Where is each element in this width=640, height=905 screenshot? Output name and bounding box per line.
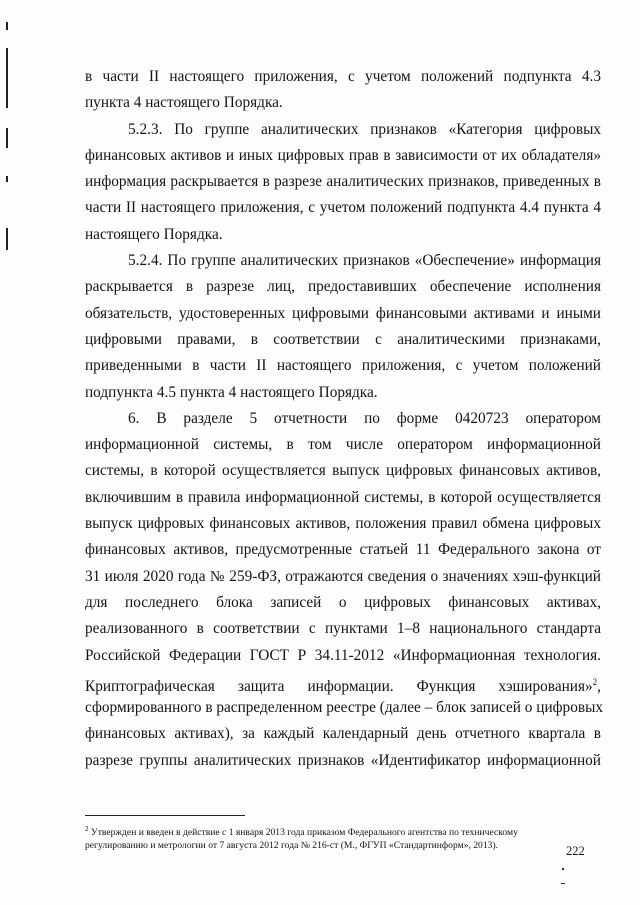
- scan-margin-mark: [6, 22, 8, 30]
- text-line: информация раскрывается в разрезе аналитических признаков, приведенных в: [85, 173, 601, 191]
- scan-margin-mark: [6, 228, 8, 250]
- footnote-marker: 2: [85, 825, 89, 833]
- text-line: 6. В разделе 5 отчетности по форме 0420723 оператором: [128, 409, 601, 427]
- text-line: финансовых активах), за каждый календарный день отчетного квартала в: [85, 725, 601, 743]
- text-line: 5.2.4. По группе аналитических признаков «Обеспечение» информация: [128, 252, 601, 270]
- text-line: в части II настоящего приложения, с учетом положений подпункта 4.3: [85, 68, 601, 85]
- paragraph-5-2-4: [85, 248, 601, 406]
- text-line: части II настоящего приложения, с учетом положений подпункта 4.4 пункта 4: [85, 199, 601, 217]
- footnote-divider: [85, 815, 245, 816]
- scan-margin-mark: [6, 176, 8, 182]
- scan-speck: [561, 883, 565, 884]
- body-text: [85, 64, 604, 774]
- footnote: [85, 823, 601, 852]
- text-line: реализованного в соответствии с пунктами 1–8 национального стандарта: [85, 620, 601, 638]
- text-line: финансовых активов, предусмотренные статьей 11 Федерального закона от: [85, 541, 601, 559]
- text-line: сформированного в распределенном реестре (далее – блок записей о цифровых: [85, 699, 604, 717]
- text-line: информационной системы, в том числе оператором информационной: [85, 436, 601, 454]
- text-line: 31 июля 2020 года № 259-ФЗ, отражаются сведения о значениях хэш-функций: [85, 567, 601, 585]
- footnote-line: [85, 823, 601, 840]
- text-line-with-footnote: [85, 669, 601, 695]
- scan-margin-mark: [6, 48, 8, 108]
- text-line: системы, в которой осуществляется выпуск цифровых финансовых активов,: [85, 462, 601, 480]
- text-line: включившим в правила информационной системы, в которой осуществляется: [85, 488, 601, 506]
- text-line: Криптографическая защита информации. Функция хэширования»: [85, 677, 593, 695]
- text-line: подпункта 4.5 пункта 4 настоящего Порядка.: [85, 383, 378, 401]
- text-line: обязательств, удостоверенных цифровыми финансовыми активами и иными: [85, 304, 601, 322]
- paragraph-6: [85, 406, 604, 774]
- footnote-text-1: Утвержден и введен в действие с 1 января 2013 года приказом Федерального агентства по техническому: [90, 827, 518, 839]
- scan-speck: [562, 868, 564, 870]
- text-line: приведенными в части II настоящего приложения, с учетом положений: [85, 357, 601, 375]
- text-line: для последнего блока записей о цифровых финансовых активах,: [85, 593, 601, 611]
- text-line: 5.2.3. По группе аналитических признаков «Категория цифровых: [128, 120, 601, 138]
- text-line: Российской Федерации ГОСТ Р 34.11-2012 «Информационная технология.: [85, 646, 601, 664]
- text-line: финансовых активов и иных цифровых прав в зависимости от их обладателя»: [85, 146, 601, 164]
- text-line: раскрывается в разрезе лиц, предоставивших обеспечение исполнения: [85, 278, 601, 296]
- footnote-reference-comma: ,: [597, 677, 601, 695]
- paragraph-5-2-3: [85, 117, 601, 248]
- paragraph-continuation: [85, 64, 601, 117]
- text-line: настоящего Порядка.: [85, 225, 223, 243]
- scan-margin-mark: [6, 128, 8, 148]
- text-line: выпуск цифровых финансовых активов, положения правил обмена цифровых: [85, 515, 601, 533]
- text-line: пункта 4 настоящего Порядка.: [85, 94, 283, 112]
- text-line: цифровыми правами, в соответствии с аналитическими признаками,: [85, 330, 601, 348]
- footnote-line: регулированию и метрологии от 7 августа 2012 года № 216-ст (М., ФГУП «Стандартинформ», 2013).: [85, 839, 499, 851]
- footnote-reference[interactable]: 2: [592, 676, 598, 687]
- text-line: разрезе группы аналитических признаков «Идентификатор информационной: [85, 751, 601, 769]
- page-number: 222: [566, 844, 585, 858]
